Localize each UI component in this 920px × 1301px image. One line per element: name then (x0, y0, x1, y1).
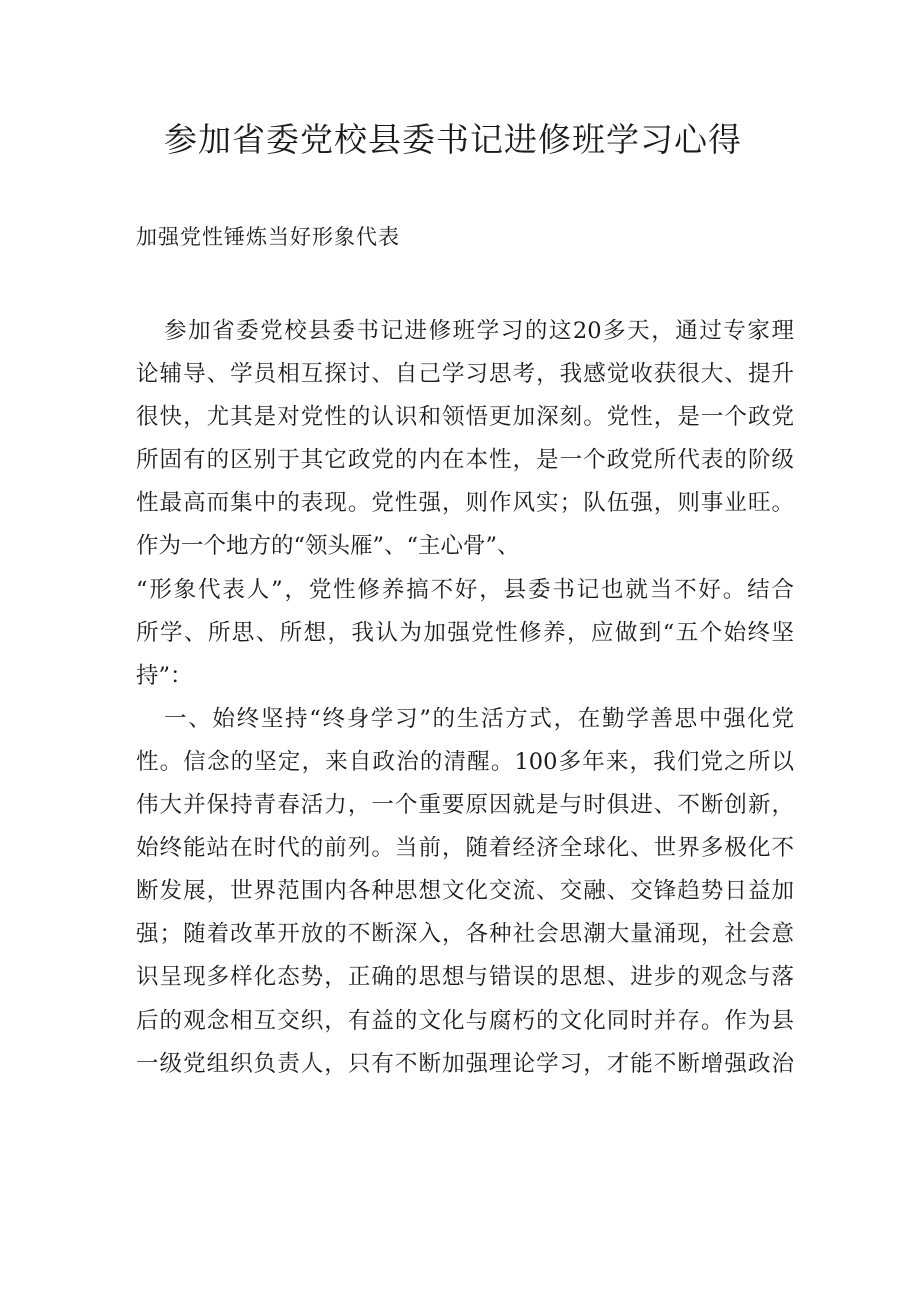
paragraph-line: 始终能站在时代的前列。当前，随着经济全球化、世界多极化不 (136, 835, 794, 862)
paragraph-line: 所学、所思、所想，我认为加强党性修养，应做到“五个始终坚 (136, 619, 794, 646)
paragraph-line: 识呈现多样化态势，正确的思想与错误的思想、进步的观念与落 (136, 964, 794, 991)
paragraph-line: 断发展，世界范围内各种思想文化交流、交融、交锋趋势日益加 (136, 878, 794, 905)
document-title: 参加省委党校县委书记进修班学习心得 (164, 120, 742, 159)
paragraph-line: 一、始终坚持“终身学习”的生活方式，在勤学善思中强化党 (164, 705, 794, 732)
paragraph-line: 作为一个地方的“领头雁”、“主心骨”、 (136, 533, 520, 560)
document-body (136, 310, 794, 1086)
paragraph-line: 很快，尤其是对党性的认识和领悟更加深刻。党性，是一个政党 (136, 404, 794, 431)
paragraph-line: 所固有的区别于其它政党的内在本性，是一个政党所代表的阶级 (136, 447, 794, 474)
paragraph-line: “形象代表人”，党性修养搞不好，县委书记也就当不好。结合 (136, 576, 794, 603)
paragraph-line: 性。信念的坚定，来自政治的清醒。100多年来，我们党之所以 (136, 748, 794, 775)
paragraph-line: 一级党组织负责人，只有不断加强理论学习，才能不断增强政治 (136, 1050, 794, 1077)
paragraph-line: 伟大并保持青春活力，一个重要原因就是与时俱进、不断创新， (136, 792, 794, 819)
document-subtitle: 加强党性锤炼当好形象代表 (136, 225, 400, 249)
paragraph-line: 强；随着改革开放的不断深入，各种社会思潮大量涌现，社会意 (136, 921, 794, 948)
paragraph-line: 性最高而集中的表现。党性强，则作风实；队伍强，则事业旺。 (136, 490, 794, 517)
paragraph-line: 论辅导、学员相互探讨、自己学习思考，我感觉收获很大、提升 (136, 361, 794, 388)
paragraph-line: 持”： (136, 662, 193, 689)
paragraph-line: 后的观念相互交织，有益的文化与腐朽的文化同时并存。作为县 (136, 1007, 794, 1034)
paragraph-line: 参加省委党校县委书记进修班学习的这20多天，通过专家理 (164, 318, 794, 344)
